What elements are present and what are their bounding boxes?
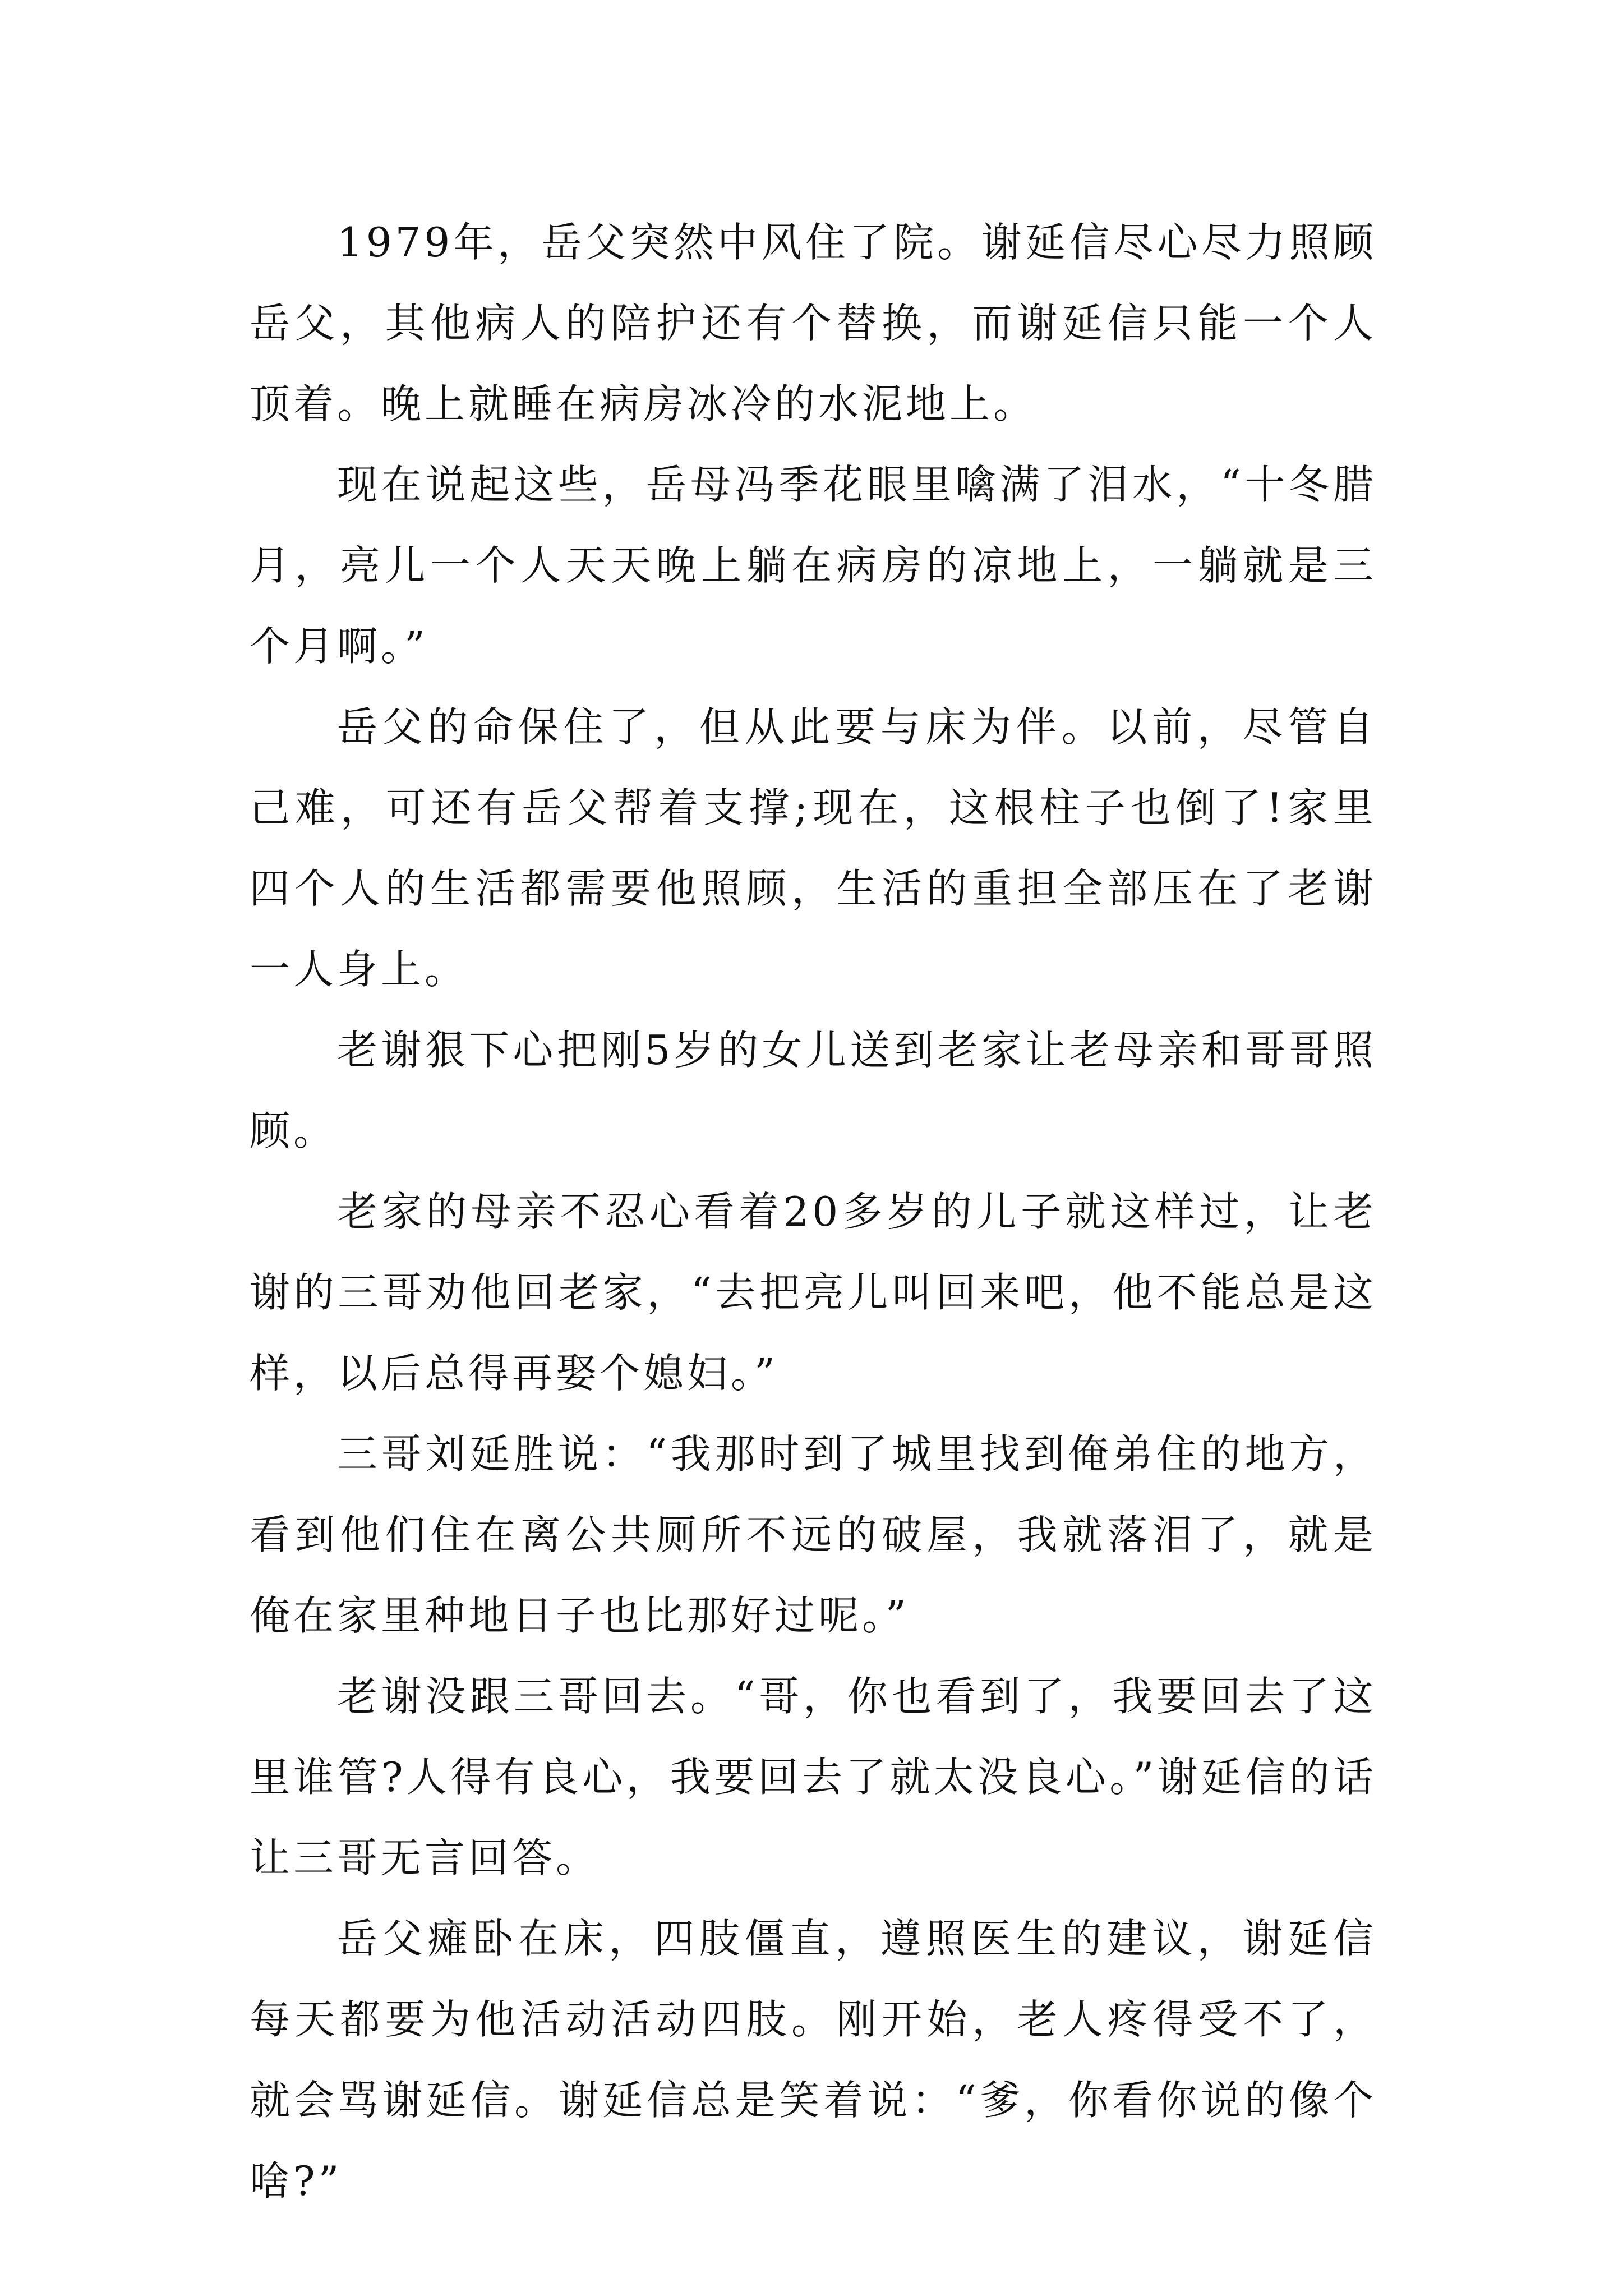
article-body [250, 202, 1377, 2221]
paragraph-5: 老家的母亲不忍心看着20多岁的儿子就这样过，让老谢的三哥劝他回老家，“去把亮儿叫回来吧，他不能总是这样，以后总得再娶个媳妇。” [250, 1188, 1377, 1397]
paragraph-8: 岳父瘫卧在床，四肢僵直，遵照医生的建议，谢延信每天都要为他活动活动四肢。刚开始，老人疼得受不了，就会骂谢延信。谢延信总是笑着说：“爹，你看你说的像个啥?” [250, 1915, 1377, 2205]
paragraph-3: 岳父的命保住了，但从此要与床为伴。以前，尽管自己难，可还有岳父帮着支撑;现在，这根柱子也倒了!家里四个人的生活都需要他照顾，生活的重担全部压在了老谢一人身上。 [250, 703, 1377, 993]
paragraph-2: 现在说起这些，岳母冯季花眼里噙满了泪水，“十冬腊月，亮儿一个人天天晚上躺在病房的凉地上，一躺就是三个月啊。” [250, 461, 1377, 670]
paragraph-7: 老谢没跟三哥回去。“哥，你也看到了，我要回去了这里谁管?人得有良心，我要回去了就太没良心。”谢延信的话让三哥无言回答。 [250, 1673, 1377, 1881]
paragraph-1: 1979年，岳父突然中风住了院。谢延信尽心尽力照顾岳父，其他病人的陪护还有个替换，而谢延信只能一个人顶着。晚上就睡在病房冰冷的水泥地上。 [250, 219, 1377, 427]
paragraph-6: 三哥刘延胜说：“我那时到了城里找到俺弟住的地方，看到他们住在离公共厕所不远的破屋，我就落泪了，就是俺在家里种地日子也比那好过呢。” [250, 1430, 1377, 1639]
paragraph-4: 老谢狠下心把刚5岁的女儿送到老家让老母亲和哥哥照顾。 [250, 1027, 1377, 1154]
